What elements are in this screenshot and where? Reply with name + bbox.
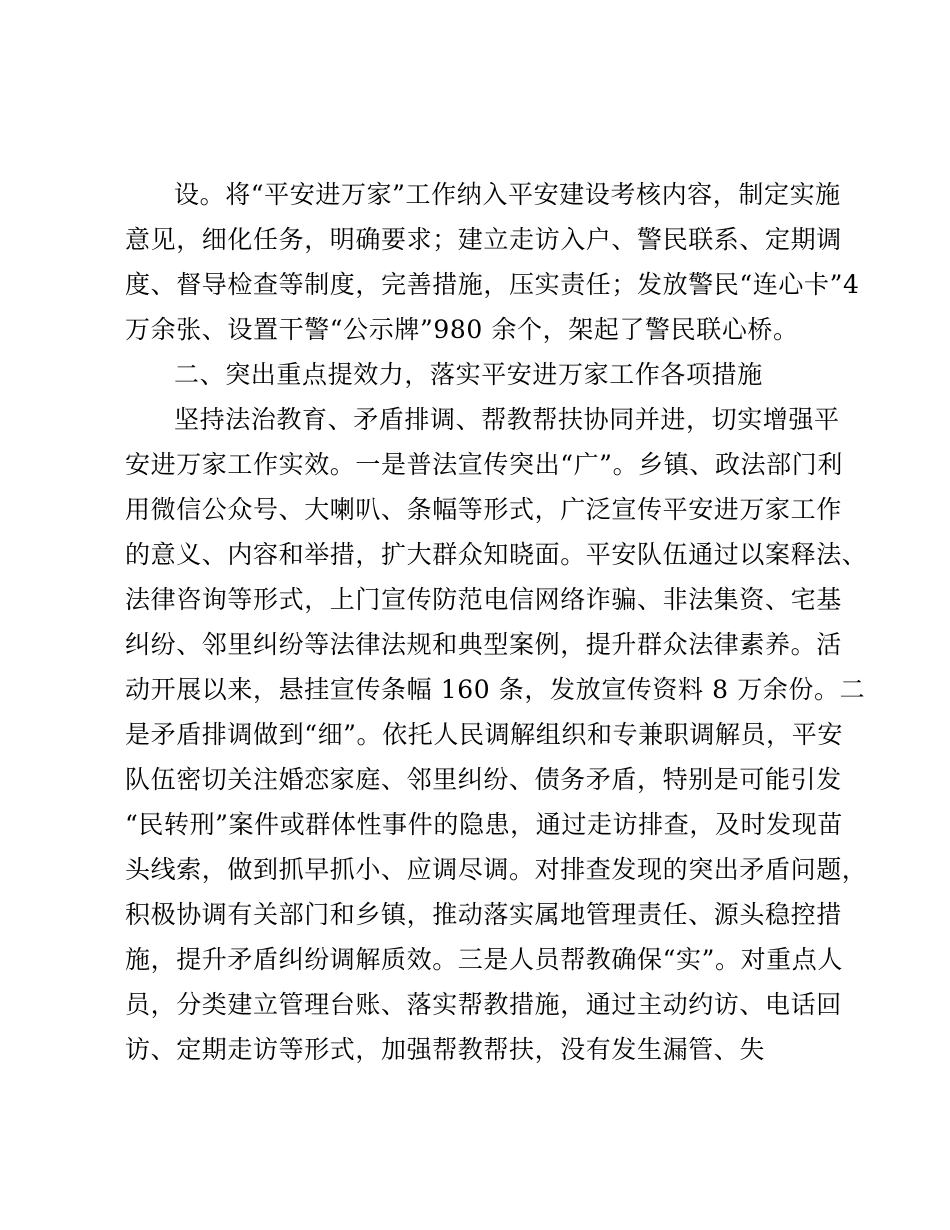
paragraph-2-line-14: 员，分类建立管理台账、落实帮教措施，通过主动约访、电话回: [125, 990, 842, 1019]
paragraph-2-line-13: 施，提升矛盾纠纷调解质效。三是人员帮教确保“实”。对重点人: [125, 945, 843, 974]
paragraph-2-line-6: 纠纷、邻里纠纷等法律法规和典型案例，提升群众法律素养。活: [125, 630, 842, 659]
paragraph-1-line-4: 万余张、设置干警“公示牌”980 余个，架起了警民联心桥。: [125, 315, 799, 344]
paragraph-2-line-3: 用微信公众号、大喇叭、条幅等形式，广泛宣传平安进万家工作: [125, 495, 842, 524]
paragraph-2-line-8: 是矛盾排调做到“细”。依托人民调解组织和专兼职调解员，平安: [125, 720, 843, 749]
document-body: [125, 172, 868, 1072]
paragraph-1-line-2: 意见，细化任务，明确要求；建立走访入户、警民联系、定期调: [125, 225, 842, 254]
paragraph-2-line-15: 访、定期走访等形式，加强帮教帮扶，没有发生漏管、失: [125, 1035, 766, 1064]
paragraph-2-line-10: “民转刑”案件或群体性事件的隐患，通过走访排查，及时发现苗: [125, 810, 843, 839]
paragraph-2-line-7: 动开展以来，悬挂宣传条幅 160 条，发放宣传资料 8 万余份。二: [125, 675, 866, 704]
paragraph-2-line-5: 法律咨询等形式，上门宣传防范电信网络诈骗、非法集资、宅基: [125, 585, 842, 614]
paragraph-2-line-2: 安进万家工作实效。一是普法宣传突出“广”。乡镇、政法部门利: [125, 450, 843, 479]
paragraph-1-line-1: 设。将“平安进万家”工作纳入平安建设考核内容，制定实施: [174, 180, 841, 209]
paragraph-2-line-9: 队伍密切关注婚恋家庭、邻里纠纷、债务矛盾，特别是可能引发: [125, 765, 842, 794]
section-heading-2: 二、突出重点提效力，落实平安进万家工作各项措施: [174, 360, 763, 389]
paragraph-2-line-11: 头线索，做到抓早抓小、应调尽调。对排查发现的突出矛盾问题，: [125, 855, 868, 884]
paragraph-1-line-3: 度、督导检查等制度，完善措施，压实责任；发放警民“连心卡”4: [125, 270, 860, 299]
paragraph-2-line-4: 的意义、内容和举措，扩大群众知晓面。平安队伍通过以案释法、: [125, 540, 868, 569]
paragraph-2-line-12: 积极协调有关部门和乡镇，推动落实属地管理责任、源头稳控措: [125, 900, 842, 929]
paragraph-2-line-1: 坚持法治教育、矛盾排调、帮教帮扶协同并进，切实增强平: [174, 405, 840, 434]
